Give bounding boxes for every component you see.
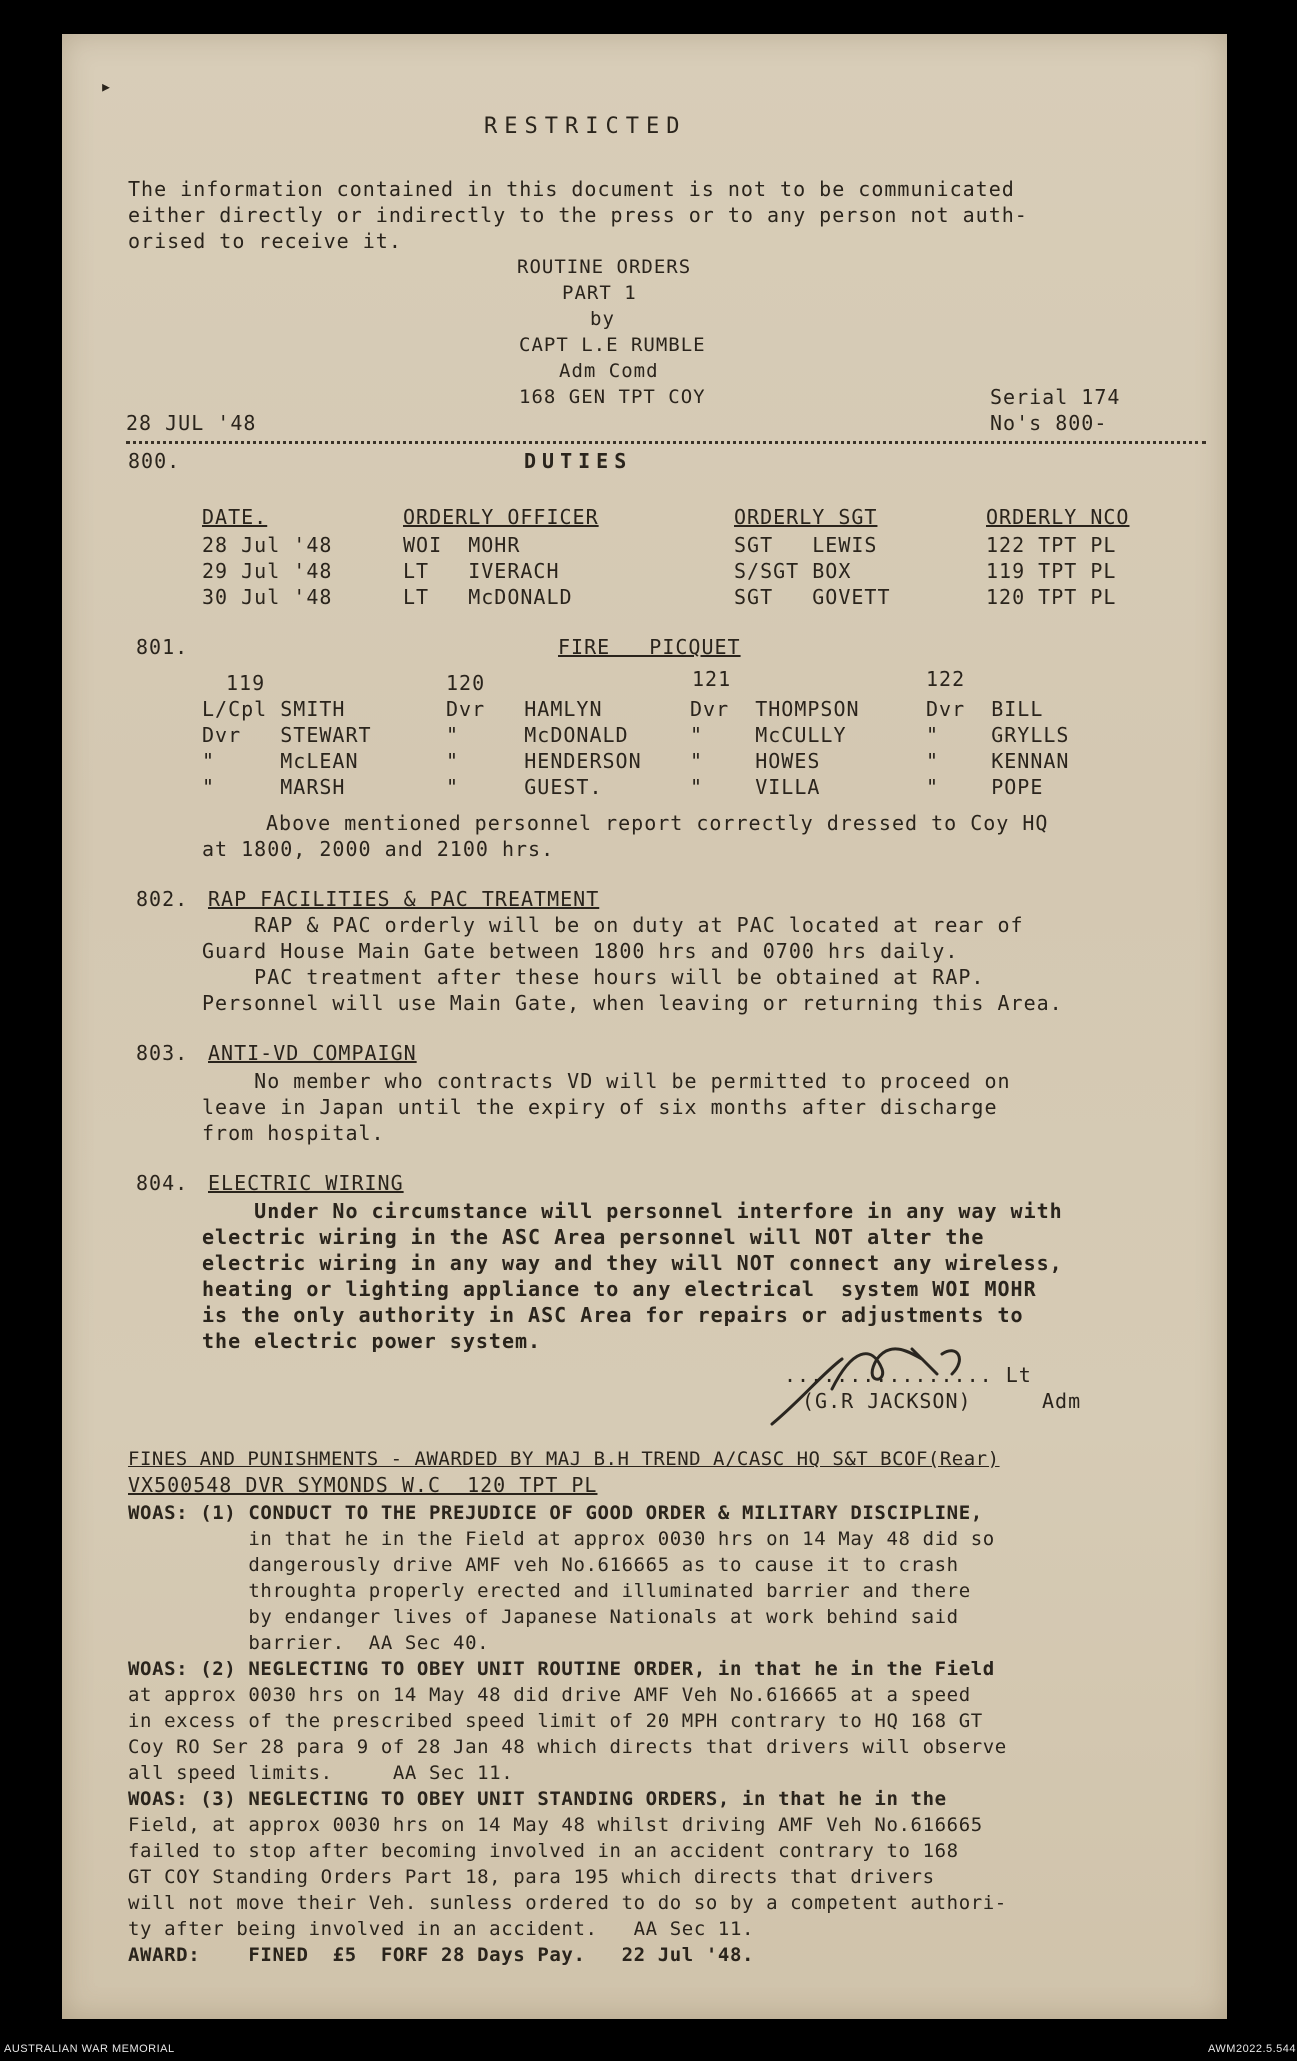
fines-line-9: in excess of the prescribed speed limit of 20 MPH contrary to HQ 168 GT xyxy=(128,1710,983,1732)
section-803-line-2: leave in Japan until the expiry of six months after discharge xyxy=(202,1095,998,1119)
fines-line-17: ty after being involved in an accident. AA Sec 11. xyxy=(128,1918,755,1940)
picquet-row-4-col-1: " MARSH xyxy=(202,775,346,799)
picquet-unit-122: 122 xyxy=(926,667,966,691)
duties-col-nco: ORDERLY NCO xyxy=(986,505,1130,529)
fines-line-2: in that he in the Field at approx 0030 hrs on 14 May 48 did so xyxy=(128,1528,995,1550)
picquet-row-2-col-3: " McCULLY xyxy=(690,723,847,747)
fines-line-11: all speed limits. AA Sec 11. xyxy=(128,1762,514,1784)
document-page xyxy=(62,34,1227,2019)
picquet-row-3-col-1: " McLEAN xyxy=(202,749,359,773)
picquet-row-4-col-4: " POPE xyxy=(926,775,1044,799)
section-number-802: 802. xyxy=(136,887,189,911)
duties-row-3-sgt: SGT GOVETT xyxy=(734,585,891,609)
fines-line-12: WOAS: (3) NEGLECTING TO OBEY UNIT STANDING ORDERS, in that he in the xyxy=(128,1788,947,1810)
section-number-804: 804. xyxy=(136,1171,189,1195)
fines-line-10: Coy RO Ser 28 para 9 of 28 Jan 48 which directs that drivers will observe xyxy=(128,1736,1007,1758)
section-802-line-1: RAP & PAC orderly will be on duty at PAC located at rear of xyxy=(202,913,1024,937)
picquet-row-1-col-1: L/Cpl SMITH xyxy=(202,697,346,721)
classification-label: RESTRICTED xyxy=(484,114,687,139)
serial-number: Serial 174 xyxy=(990,385,1121,409)
picquet-unit-119: 119 xyxy=(226,671,266,695)
order-date: 28 JUL '48 xyxy=(126,411,257,435)
fines-line-3: dangerously drive AMF veh No.616665 as to cause it to crash xyxy=(128,1554,959,1576)
duties-row-1-officer: WOI MOHR xyxy=(403,533,521,557)
title-line-6: 168 GEN TPT COY xyxy=(519,386,706,408)
picquet-row-1-col-4: Dvr BILL xyxy=(926,697,1044,721)
stray-mark: ▸ xyxy=(100,74,113,98)
picquet-row-2-col-1: Dvr STEWART xyxy=(202,723,372,747)
fines-line-8: at approx 0030 hrs on 14 May 48 did drive AMF Veh No.616665 at a speed xyxy=(128,1684,971,1706)
fines-line-7: WOAS: (2) NEGLECTING TO OBEY UNIT ROUTINE ORDER, in that he in the Field xyxy=(128,1658,995,1680)
fines-line-1: WOAS: (1) CONDUCT TO THE PREJUDICE OF GOOD ORDER & MILITARY DISCIPLINE, xyxy=(128,1502,983,1524)
picquet-unit-120: 120 xyxy=(446,671,486,695)
section-804-line-3: electric wiring in any way and they will NOT connect any wireless, xyxy=(202,1251,1063,1275)
picquet-row-2-col-2: " McDONALD xyxy=(446,723,629,747)
picquet-unit-121: 121 xyxy=(692,667,732,691)
duties-row-3-date: 30 Jul '48 xyxy=(202,585,333,609)
notice-line-3: orised to receive it. xyxy=(128,229,402,253)
duties-row-1-nco: 122 TPT PL xyxy=(986,533,1117,557)
picquet-row-1-col-2: Dvr HAMLYN xyxy=(446,697,603,721)
section-803-heading: ANTI-VD COMPAIGN xyxy=(208,1041,417,1065)
section-number-801: 801. xyxy=(136,635,189,659)
duties-row-1-sgt: SGT LEWIS xyxy=(734,533,878,557)
section-802-heading: RAP FACILITIES & PAC TREATMENT xyxy=(208,887,600,911)
title-line-4: CAPT L.E RUMBLE xyxy=(519,334,706,356)
title-line-5: Adm Comd xyxy=(559,360,659,382)
duties-heading: DUTIES xyxy=(524,449,633,473)
section-804-line-1: Under No circumstance will personnel interfore in any way with xyxy=(202,1199,1063,1223)
title-line-1: ROUTINE ORDERS xyxy=(517,256,692,278)
section-804-line-4: heating or lighting appliance to any electrical system WOI MOHR xyxy=(202,1277,1037,1301)
award-line: AWARD: FINED £5 FORF 28 Days Pay. 22 Jul '48. xyxy=(128,1944,755,1966)
duties-row-3-nco: 120 TPT PL xyxy=(986,585,1117,609)
fines-line-6: barrier. AA Sec 40. xyxy=(128,1632,490,1654)
section-803-line-1: No member who contracts VD will be permitted to proceed on xyxy=(202,1069,1011,1093)
picquet-row-3-col-3: " HOWES xyxy=(690,749,821,773)
section-804-line-6: the electric power system. xyxy=(202,1329,542,1353)
section-802-line-2: Guard House Main Gate between 1800 hrs and 0700 hrs daily. xyxy=(202,939,959,963)
title-line-3: by xyxy=(590,308,615,330)
picquet-note-1: Above mentioned personnel report correctly dressed to Coy HQ xyxy=(266,811,1049,835)
duties-row-3-officer: LT McDONALD xyxy=(403,585,573,609)
footer-institution: AUSTRALIAN WAR MEMORIAL xyxy=(4,2043,175,2055)
notice-line-1: The information contained in this document is not to be communicated xyxy=(128,177,1015,201)
section-804-heading: ELECTRIC WIRING xyxy=(208,1171,404,1195)
fines-line-14: failed to stop after becoming involved in an accident contrary to 168 xyxy=(128,1840,959,1862)
duties-col-sgt: ORDERLY SGT xyxy=(734,505,878,529)
footer-accession-number: AWM2022.5.544 xyxy=(1208,2043,1297,2055)
picquet-heading: FIRE PICQUET xyxy=(558,635,741,659)
duties-row-2-date: 29 Jul '48 xyxy=(202,559,333,583)
picquet-row-4-col-2: " GUEST. xyxy=(446,775,603,799)
divider-rule xyxy=(126,441,1206,444)
picquet-row-1-col-3: Dvr THOMPSON xyxy=(690,697,860,721)
signoff-dots: ................ Lt xyxy=(784,1363,1032,1387)
order-numbers: No's 800- xyxy=(990,411,1108,435)
fines-line-4: throughta properly erected and illuminated barrier and there xyxy=(128,1580,971,1602)
fines-subject: VX500548 DVR SYMONDS W.C 120 TPT PL xyxy=(128,1473,598,1497)
section-803-line-3: from hospital. xyxy=(202,1121,385,1145)
picquet-row-3-col-4: " KENNAN xyxy=(926,749,1070,773)
duties-row-2-nco: 119 TPT PL xyxy=(986,559,1117,583)
fines-line-16: will not move their Veh. sunless ordered to do so by a competent authori- xyxy=(128,1892,1007,1914)
signoff-role: Adm xyxy=(1042,1389,1082,1413)
duties-row-2-sgt: S/SGT BOX xyxy=(734,559,852,583)
fines-line-5: by endanger lives of Japanese Nationals at work behind said xyxy=(128,1606,959,1628)
duties-col-date: DATE. xyxy=(202,505,268,529)
notice-line-2: either directly or indirectly to the press or to any person not auth- xyxy=(128,203,1028,227)
duties-col-officer: ORDERLY OFFICER xyxy=(403,505,599,529)
picquet-note-2: at 1800, 2000 and 2100 hrs. xyxy=(202,837,555,861)
picquet-row-3-col-2: " HENDERSON xyxy=(446,749,642,773)
picquet-row-4-col-3: " VILLA xyxy=(690,775,821,799)
duties-row-1-date: 28 Jul '48 xyxy=(202,533,333,557)
picquet-row-2-col-4: " GRYLLS xyxy=(926,723,1070,747)
fines-heading: FINES AND PUNISHMENTS - AWARDED BY MAJ B.H TREND A/CASC HQ S&T BCOF(Rear) xyxy=(128,1448,1000,1470)
section-number-803: 803. xyxy=(136,1041,189,1065)
section-number-800: 800. xyxy=(128,449,181,473)
section-804-line-2: electric wiring in the ASC Area personnel will NOT alter the xyxy=(202,1225,985,1249)
section-804-line-5: is the only authority in ASC Area for repairs or adjustments to xyxy=(202,1303,1024,1327)
duties-row-2-officer: LT IVERACH xyxy=(403,559,560,583)
signoff-name: (G.R JACKSON) xyxy=(802,1389,972,1413)
section-802-line-3: PAC treatment after these hours will be obtained at RAP. xyxy=(202,965,985,989)
fines-line-15: GT COY Standing Orders Part 18, para 195 which directs that drivers xyxy=(128,1866,935,1888)
title-line-2: PART 1 xyxy=(562,282,637,304)
section-802-line-4: Personnel will use Main Gate, when leaving or returning this Area. xyxy=(202,991,1063,1015)
fines-line-13: Field, at approx 0030 hrs on 14 May 48 whilst driving AMF Veh No.616665 xyxy=(128,1814,983,1836)
